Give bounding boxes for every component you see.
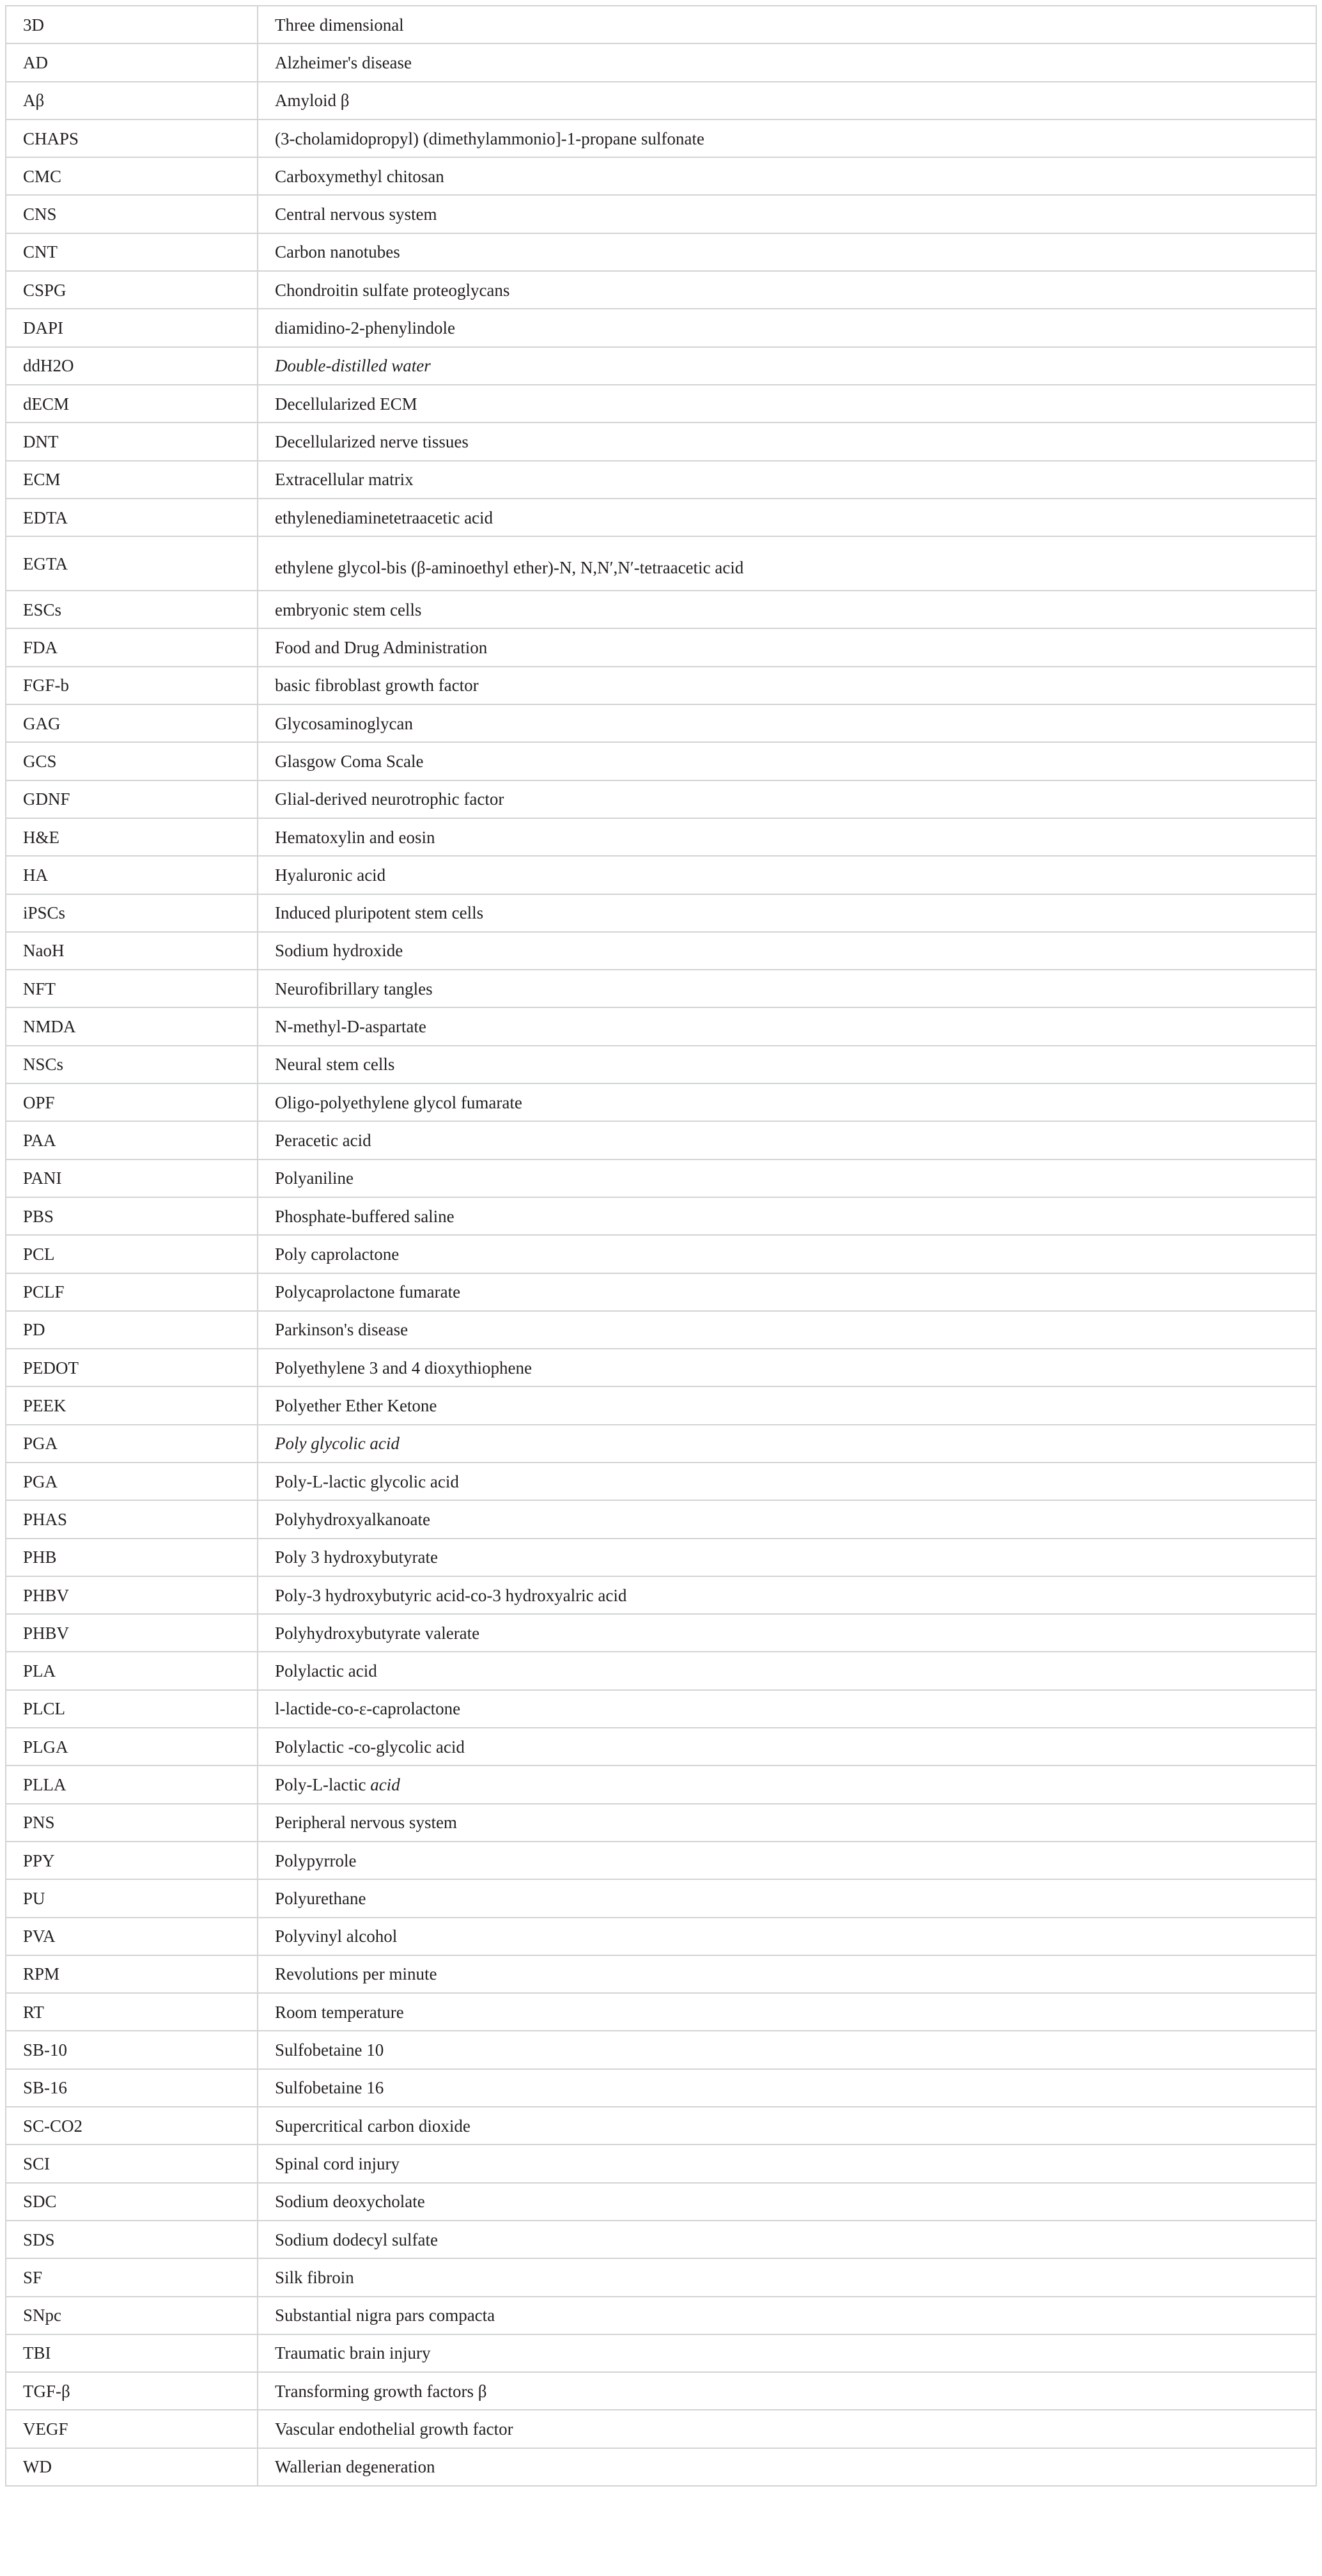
abbreviation-cell: PEEK bbox=[6, 1386, 258, 1424]
table-row bbox=[6, 1046, 1316, 1083]
abbreviation-cell: DNT bbox=[6, 423, 258, 460]
table-row bbox=[6, 43, 1316, 81]
table-row bbox=[6, 2145, 1316, 2182]
table-row bbox=[6, 1160, 1316, 1197]
table-row bbox=[6, 82, 1316, 120]
table-row bbox=[6, 894, 1316, 932]
table-row bbox=[6, 932, 1316, 970]
definition-cell: Polyaniline bbox=[258, 1160, 1316, 1197]
definition-cell: Vascular endothelial growth factor bbox=[258, 2410, 1316, 2448]
table-row bbox=[6, 2183, 1316, 2221]
abbreviation-cell: PGA bbox=[6, 1463, 258, 1500]
abbreviation-cell: PPY bbox=[6, 1842, 258, 1879]
table-row bbox=[6, 667, 1316, 704]
abbreviation-cell: CNS bbox=[6, 195, 258, 233]
table-row bbox=[6, 1576, 1316, 1614]
abbreviation-cell: NFT bbox=[6, 970, 258, 1007]
table-row bbox=[6, 120, 1316, 157]
definition-cell: Sodium hydroxide bbox=[258, 932, 1316, 970]
table-row bbox=[6, 423, 1316, 460]
definition-cell: Three dimensional bbox=[258, 6, 1316, 43]
definition-cell: Room temperature bbox=[258, 1993, 1316, 2031]
abbreviation-cell: DAPI bbox=[6, 309, 258, 346]
abbreviation-cell: PLLA bbox=[6, 1765, 258, 1803]
abbreviation-cell: FDA bbox=[6, 628, 258, 666]
definition-cell: Hematoxylin and eosin bbox=[258, 818, 1316, 856]
table-row bbox=[6, 461, 1316, 499]
table-row bbox=[6, 6, 1316, 43]
definition-cell: Transforming growth factors β bbox=[258, 2372, 1316, 2410]
abbreviation-cell: TGF-β bbox=[6, 2372, 258, 2410]
abbreviation-cell: PHAS bbox=[6, 1500, 258, 1538]
table-row bbox=[6, 1993, 1316, 2031]
abbreviation-cell: NSCs bbox=[6, 1046, 258, 1083]
table-row bbox=[6, 1197, 1316, 1235]
abbreviation-cell: CNT bbox=[6, 233, 258, 271]
abbreviation-cell: ESCs bbox=[6, 591, 258, 628]
table-row bbox=[6, 2334, 1316, 2372]
definition-cell: diamidino-2-phenylindole bbox=[258, 309, 1316, 346]
definition-cell: Poly-L-lactic glycolic acid bbox=[258, 1463, 1316, 1500]
table-row bbox=[6, 780, 1316, 818]
definition-cell: l-lactide-co-ε-caprolactone bbox=[258, 1690, 1316, 1728]
definition-cell: Sodium dodecyl sulfate bbox=[258, 2221, 1316, 2258]
table-row bbox=[6, 2372, 1316, 2410]
table-row bbox=[6, 2069, 1316, 2107]
definition-cell: Sulfobetaine 10 bbox=[258, 2031, 1316, 2068]
definition-cell: Glycosaminoglycan bbox=[258, 704, 1316, 742]
table-row bbox=[6, 1273, 1316, 1311]
abbreviation-cell: WD bbox=[6, 2448, 258, 2486]
definition-cell: Sulfobetaine 16 bbox=[258, 2069, 1316, 2107]
abbreviation-cell: PNS bbox=[6, 1804, 258, 1842]
abbreviations-table bbox=[5, 5, 1317, 2487]
abbreviation-cell: dECM bbox=[6, 385, 258, 423]
definition-cell: Decellularized ECM bbox=[258, 385, 1316, 423]
table-row bbox=[6, 2297, 1316, 2334]
table-row bbox=[6, 970, 1316, 1007]
table-row bbox=[6, 1349, 1316, 1386]
table-row bbox=[6, 536, 1316, 591]
definition-cell: Supercritical carbon dioxide bbox=[258, 2107, 1316, 2145]
abbreviation-cell: PU bbox=[6, 1879, 258, 1917]
definition-cell: Polylactic -co-glycolic acid bbox=[258, 1728, 1316, 1765]
table-row bbox=[6, 309, 1316, 346]
table-row bbox=[6, 1007, 1316, 1045]
definition-cell: Central nervous system bbox=[258, 195, 1316, 233]
table-row bbox=[6, 1463, 1316, 1500]
definition-cell: Poly-3 hydroxybutyric acid-co-3 hydroxyalric acid bbox=[258, 1576, 1316, 1614]
table-row bbox=[6, 157, 1316, 195]
abbreviation-cell: PHBV bbox=[6, 1614, 258, 1652]
table-row bbox=[6, 591, 1316, 628]
table-row bbox=[6, 1918, 1316, 1955]
definition-cell: Parkinson's disease bbox=[258, 1311, 1316, 1349]
definition-cell: N-methyl-D-aspartate bbox=[258, 1007, 1316, 1045]
definition-cell: Substantial nigra pars compacta bbox=[258, 2297, 1316, 2334]
table-row bbox=[6, 1539, 1316, 1576]
definition-cell: Phosphate-buffered saline bbox=[258, 1197, 1316, 1235]
abbreviation-cell: PGA bbox=[6, 1425, 258, 1463]
abbreviation-cell: Aβ bbox=[6, 82, 258, 120]
table-row bbox=[6, 2107, 1316, 2145]
abbreviation-cell: FGF-b bbox=[6, 667, 258, 704]
definition-cell bbox=[258, 1765, 1316, 1803]
abbreviation-cell: NaoH bbox=[6, 932, 258, 970]
table-row bbox=[6, 1386, 1316, 1424]
abbreviation-cell: SC-CO2 bbox=[6, 2107, 258, 2145]
definition-cell: Polyurethane bbox=[258, 1879, 1316, 1917]
abbreviation-cell: GDNF bbox=[6, 780, 258, 818]
definition-cell: Polyhydroxyalkanoate bbox=[258, 1500, 1316, 1538]
abbreviation-cell: PBS bbox=[6, 1197, 258, 1235]
abbreviation-cell: ddH2O bbox=[6, 347, 258, 385]
definition-cell: Poly caprolactone bbox=[258, 1235, 1316, 1273]
definition-cell: Neural stem cells bbox=[258, 1046, 1316, 1083]
definition-cell: Peracetic acid bbox=[258, 1121, 1316, 1159]
abbreviation-cell: EGTA bbox=[6, 536, 258, 591]
table-row bbox=[6, 2448, 1316, 2486]
abbreviation-cell: HA bbox=[6, 856, 258, 894]
definition-cell: Amyloid β bbox=[258, 82, 1316, 120]
definition-cell: Wallerian degeneration bbox=[258, 2448, 1316, 2486]
definition-cell: basic fibroblast growth factor bbox=[258, 667, 1316, 704]
abbreviation-cell: SF bbox=[6, 2258, 258, 2296]
abbreviations-table-body bbox=[6, 6, 1316, 2486]
definition-cell: Decellularized nerve tissues bbox=[258, 423, 1316, 460]
abbreviation-cell: TBI bbox=[6, 2334, 258, 2372]
definition-cell: Poly glycolic acid bbox=[258, 1425, 1316, 1463]
table-row bbox=[6, 856, 1316, 894]
abbreviation-cell: PLA bbox=[6, 1652, 258, 1689]
definition-cell: Glasgow Coma Scale bbox=[258, 742, 1316, 780]
table-row bbox=[6, 1728, 1316, 1765]
definition-cell: Polyethylene 3 and 4 dioxythiophene bbox=[258, 1349, 1316, 1386]
definition-italic-text: acid bbox=[370, 1775, 400, 1794]
table-row bbox=[6, 385, 1316, 423]
definition-cell: Traumatic brain injury bbox=[258, 2334, 1316, 2372]
table-row bbox=[6, 1083, 1316, 1121]
abbreviation-cell: H&E bbox=[6, 818, 258, 856]
abbreviation-cell: PAA bbox=[6, 1121, 258, 1159]
definition-text: Poly-L-lactic bbox=[275, 1775, 371, 1794]
definition-cell: Oligo-polyethylene glycol fumarate bbox=[258, 1083, 1316, 1121]
definition-cell: Carbon nanotubes bbox=[258, 233, 1316, 271]
table-row bbox=[6, 1652, 1316, 1689]
definition-cell: Revolutions per minute bbox=[258, 1955, 1316, 1993]
abbreviation-cell: NMDA bbox=[6, 1007, 258, 1045]
table-row bbox=[6, 818, 1316, 856]
abbreviation-cell: PHB bbox=[6, 1539, 258, 1576]
abbreviation-cell: SDC bbox=[6, 2183, 258, 2221]
table-row bbox=[6, 233, 1316, 271]
abbreviation-cell: CHAPS bbox=[6, 120, 258, 157]
table-row bbox=[6, 2410, 1316, 2448]
definition-cell: Polyether Ether Ketone bbox=[258, 1386, 1316, 1424]
abbreviation-cell: PEDOT bbox=[6, 1349, 258, 1386]
table-row bbox=[6, 1235, 1316, 1273]
abbreviation-cell: CMC bbox=[6, 157, 258, 195]
table-row bbox=[6, 1121, 1316, 1159]
definition-cell: Chondroitin sulfate proteoglycans bbox=[258, 271, 1316, 309]
definition-cell: embryonic stem cells bbox=[258, 591, 1316, 628]
definition-cell: Spinal cord injury bbox=[258, 2145, 1316, 2182]
table-row bbox=[6, 1500, 1316, 1538]
abbreviation-cell: ECM bbox=[6, 461, 258, 499]
table-row bbox=[6, 2221, 1316, 2258]
abbreviation-cell: SNpc bbox=[6, 2297, 258, 2334]
definition-cell: Polycaprolactone fumarate bbox=[258, 1273, 1316, 1311]
abbreviation-cell: PCL bbox=[6, 1235, 258, 1273]
abbreviation-cell: 3D bbox=[6, 6, 258, 43]
table-row bbox=[6, 1690, 1316, 1728]
definition-cell: Sodium deoxycholate bbox=[258, 2183, 1316, 2221]
definition-cell: Alzheimer's disease bbox=[258, 43, 1316, 81]
abbreviation-cell: RPM bbox=[6, 1955, 258, 1993]
definition-cell: ethylenediaminetetraacetic acid bbox=[258, 499, 1316, 536]
abbreviation-cell: PLCL bbox=[6, 1690, 258, 1728]
abbreviation-cell: PLGA bbox=[6, 1728, 258, 1765]
definition-cell: Peripheral nervous system bbox=[258, 1804, 1316, 1842]
definition-cell: Polylactic acid bbox=[258, 1652, 1316, 1689]
definition-cell: Induced pluripotent stem cells bbox=[258, 894, 1316, 932]
definition-cell: Poly 3 hydroxybutyrate bbox=[258, 1539, 1316, 1576]
definition-cell: Food and Drug Administration bbox=[258, 628, 1316, 666]
definition-cell: Glial-derived neurotrophic factor bbox=[258, 780, 1316, 818]
abbreviation-cell: PD bbox=[6, 1311, 258, 1349]
table-row bbox=[6, 1765, 1316, 1803]
table-row bbox=[6, 1425, 1316, 1463]
definition-cell: ethylene glycol-bis (β-aminoethyl ether)-N, N,N′,N′-tetraacetic acid bbox=[258, 536, 1316, 591]
abbreviation-cell: VEGF bbox=[6, 2410, 258, 2448]
abbreviation-cell: SB-10 bbox=[6, 2031, 258, 2068]
table-row bbox=[6, 499, 1316, 536]
abbreviation-cell: iPSCs bbox=[6, 894, 258, 932]
table-row bbox=[6, 628, 1316, 666]
table-row bbox=[6, 742, 1316, 780]
definition-cell: Silk fibroin bbox=[258, 2258, 1316, 2296]
definition-cell: Carboxymethyl chitosan bbox=[258, 157, 1316, 195]
definition-cell: (3-cholamidopropyl) (dimethylammonio]-1-propane sulfonate bbox=[258, 120, 1316, 157]
table-row bbox=[6, 1955, 1316, 1993]
definition-cell: Hyaluronic acid bbox=[258, 856, 1316, 894]
abbreviation-cell: PVA bbox=[6, 1918, 258, 1955]
table-row bbox=[6, 1804, 1316, 1842]
abbreviation-cell: RT bbox=[6, 1993, 258, 2031]
abbreviation-cell: OPF bbox=[6, 1083, 258, 1121]
abbreviation-cell: SB-16 bbox=[6, 2069, 258, 2107]
definition-cell: Polypyrrole bbox=[258, 1842, 1316, 1879]
table-row bbox=[6, 1311, 1316, 1349]
table-row bbox=[6, 2031, 1316, 2068]
abbreviation-cell: PANI bbox=[6, 1160, 258, 1197]
table-row bbox=[6, 347, 1316, 385]
definition-cell: Polyhydroxybutyrate valerate bbox=[258, 1614, 1316, 1652]
abbreviation-cell: SCI bbox=[6, 2145, 258, 2182]
abbreviation-cell: GCS bbox=[6, 742, 258, 780]
abbreviation-cell: EDTA bbox=[6, 499, 258, 536]
table-row bbox=[6, 195, 1316, 233]
abbreviation-cell: PCLF bbox=[6, 1273, 258, 1311]
abbreviation-cell: SDS bbox=[6, 2221, 258, 2258]
abbreviation-cell: PHBV bbox=[6, 1576, 258, 1614]
definition-cell: Neurofibrillary tangles bbox=[258, 970, 1316, 1007]
table-row bbox=[6, 2258, 1316, 2296]
definition-cell: Polyvinyl alcohol bbox=[258, 1918, 1316, 1955]
abbreviation-cell: AD bbox=[6, 43, 258, 81]
table-row bbox=[6, 704, 1316, 742]
table-row bbox=[6, 1842, 1316, 1879]
definition-cell: Double-distilled water bbox=[258, 347, 1316, 385]
table-row bbox=[6, 1614, 1316, 1652]
table-row bbox=[6, 271, 1316, 309]
definition-cell: Extracellular matrix bbox=[258, 461, 1316, 499]
table-row bbox=[6, 1879, 1316, 1917]
abbreviation-cell: CSPG bbox=[6, 271, 258, 309]
abbreviation-cell: GAG bbox=[6, 704, 258, 742]
